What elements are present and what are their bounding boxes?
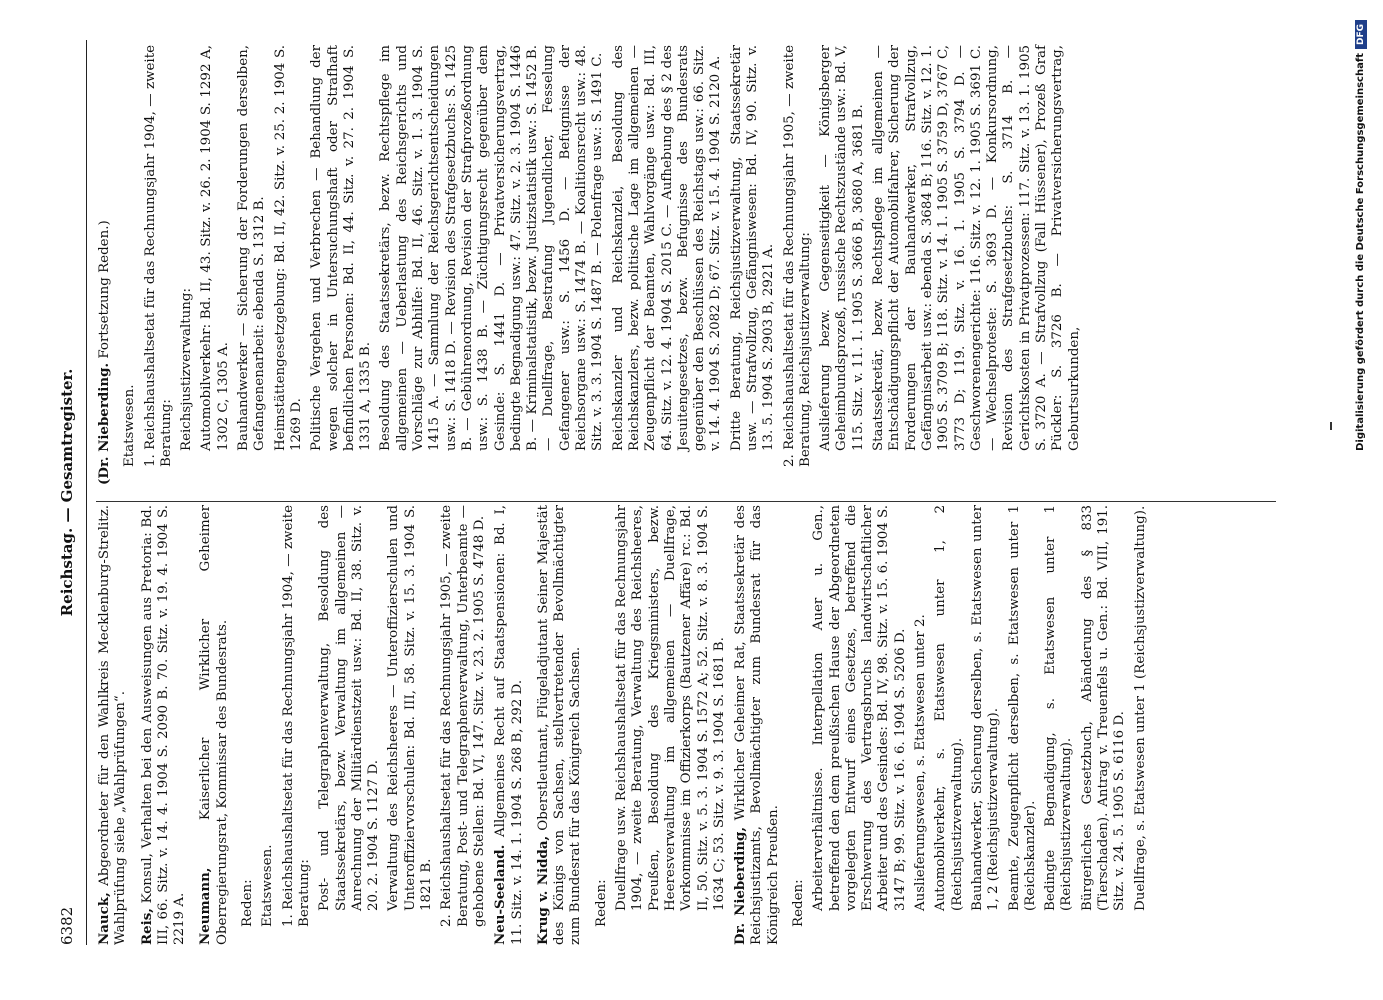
register-entry — [970, 505, 1003, 945]
register-entry — [260, 505, 276, 945]
register-entry — [143, 45, 176, 485]
register-entry — [236, 45, 269, 485]
register-entry — [913, 505, 929, 945]
entry-text: Heimstättengesetzgebung: Bd. II, 42. Sitz. v. 25. 2. 1904 S. 1269 D. — [272, 45, 304, 451]
entry-text: Abgeordneter für den Wahlkreis Mecklenburg-Strelitz. Wahlprüfung siehe „Wahlprüfungen“. — [97, 504, 129, 945]
entry-text: Bauhandwerker — Sicherung der Forderungen derselben, Gefangenenarbeit: ebenda S. 1312 B. — [236, 45, 268, 451]
register-entry — [594, 505, 610, 945]
register-entry — [729, 45, 778, 485]
entry-text: Etatswesen. — [122, 384, 138, 467]
entry-text: 2. Reichshaushaltsetat für das Rechnungsjahr 1905, — zweite Beratung, Reichsjustizverwaltung: — [781, 45, 813, 467]
entry-text: Reden: — [593, 879, 609, 927]
entry-text: Politische Vergehen und Verbrechen — Behandlung der wegen solcher in Untersuchungshaft oder Strafhaft befindlichen Personen: Bd. II, 44. Sitz. v. 27. 2. 1904 S. 1331 A, 1335 B. — [309, 45, 374, 451]
entry-name: Reis, — [138, 908, 155, 945]
running-title: Reichstag. — Gesamtregister. — [58, 368, 76, 617]
register-entry — [439, 505, 488, 945]
entry-name: Neu-Seeland. — [492, 844, 509, 945]
entry-name: Nauck, — [96, 892, 112, 945]
entry-text: Fortsetzung Reden.) — [97, 220, 112, 359]
entry-text: Auslieferungswesen, s. Etatswesen unter 2. — [913, 614, 929, 911]
entry-name: Neumann, — [197, 867, 214, 945]
entry-text: 2. Reichshaushaltsetat für das Rechnungsjahr 1905, — zweite Beratung, Post- und Telegraphenverwaltung, Unterbeamte — gehobene Stellen: Bd. VI, 147. Sitz. v. 23. 2. 1905 S. 4748 D. — [439, 505, 487, 927]
register-entry — [378, 45, 606, 485]
entry-text: Reden: — [790, 879, 806, 927]
entry-text: Arbeiterverhältnisse. Interpellation Auer u. Gen., betreffend den dem preußischen Hause der Abgeordneten vorgelegten Entwurf eines Gesetzes, betreffend die Erschwerung des Vertragsbruchs landwirtschaftlicher Arbeiter und des Gesindes: Bd. IV, 98. Sitz. v. 15. 6. 1904 S. 3147 B; 99. Sitz. v. 16. 6. 1904 S. 5206 D. — [811, 505, 908, 911]
entry-text: Automobilverkehr, s. Etatswesen unter 1, 2 (Reichsjustizverwaltung). — [933, 505, 965, 911]
column-divider — [96, 501, 1276, 502]
header-rule — [86, 40, 87, 945]
entry-name: (Dr. Nieberding. — [96, 362, 112, 485]
entry-text: Bedingte Begnadigung, s. Etatswesen unter 1 (Reichsjustizverwaltung). — [1043, 505, 1075, 911]
entry-text: Staatssekretär, bezw. Rechtspflege im allgemeinen — Entschädigungspflicht der Automobilfahrer, Sicherung der Forderungen der Bauhandwerker, Strafvollzug, Gefängnisarbeit usw.: ebenda S. 3684 B; 116. Sitz. v. 12. 1. 1905 S. 3709 B; 118. Sitz. v. 14. 1. 1905 S. 3759 D, 3767 C, 3773 D; 119. Sitz. v. 16. 1. 1905 S. 3794 D. — Geschworenengerichte: 116. Sitz. v. 12. 1. 1905 S. 3691 C. — Wechselproteste: S. 3693 D. — Konkursordnung, Revision des Strafgesetzbuchs: S. 3714 B. — Gerichtskosten in Privatprozessen: 117. Sitz. v. 13. 1. 1905 S. 3720 A. — Strafvollzug (Fall Hüssener), Prozeß Graf Pückler: S. 3726 B. — Privatversicherungsvertrag, Geburtsurkunden, — [871, 45, 1082, 451]
register-entry — [1043, 505, 1076, 945]
register-entry — [1080, 505, 1129, 945]
entry-text: Besoldung des Staatssekretärs, bezw. Rechtspflege im allgemeinen — Ueberlastung des Reichsgerichts und Vorschläge zur Abhilfe: Bd. II, 46. Sitz. v. 1. 3. 1904 S. 1415 A. — Sammlung der Reichsgerichtsentscheidungen usw.: S. 1418 D. — Revision des Strafgesetzbuchs: S. 1425 B. — Gebührenordnung, Revision der Strafprozeßordnung usw.: S. 1438 B. — Züchtigungsrecht gegenüber dem Gesinde: S. 1441 D. — Privatversicherungsvertrag, bedingte Begnadigung usw.: 47. Sitz. v. 2. 3. 1904 S. 1446 B. — Kriminalstatistik, bezw. Justizstatistik usw.: S. 1452 B. — Duellfrage, Bestrafung Jugendlicher, Fesselung Gefangener usw.: S. 1456 D. — Befugnisse der Reichsorgane usw.: S. 1474 B. — Koalitionsrecht usw.: 48. Sitz. v. 3. 3. 1904 S. 1487 B. — Polenfrage usw.: S. 1491 C. — [378, 45, 606, 451]
register-entry — [317, 505, 382, 945]
entry-text: 1. Reichshaushaltsetat für das Rechnungsjahr 1904, — zweite Beratung: — [280, 505, 312, 927]
register-entry — [535, 505, 585, 945]
digitization-note: Digitalisierung gefördert durch die Deutsche Forschungsgemeinschaft — [1355, 53, 1366, 451]
entry-text: Reichsjustizverwaltung: — [179, 288, 195, 451]
page-header — [58, 40, 82, 945]
entry-text: Auslieferung bezw. Gegenseitigkeit — Königsberger Geheimbundsprozeß, russische Rechtszustände usw.: Bd. V, 115. Sitz. v. 11. 1. 1905 S. 3666 B, 3680 A, 3681 B. — [818, 45, 866, 451]
register-entry — [732, 505, 782, 945]
register-entry — [871, 45, 1083, 485]
entry-text: Duellfrage, s. Etatswesen unter 1 (Reichsjustizverwaltung). — [1132, 505, 1148, 911]
register-entry — [782, 45, 815, 485]
entry-text: Etatswesen. — [260, 844, 276, 927]
entry-text: Allgemeines Recht auf Staatspensionen: Bd. I, 11. Sitz. v. 14. 1. 1904 S. 268 B, 292 D. — [493, 505, 525, 945]
entry-text: Beamte, Zeugenpflicht derselben, s. Etatswesen unter 1 (Reichskanzler). — [1006, 505, 1038, 911]
register-entry — [811, 505, 909, 945]
entry-text: Wirklicher Geheimer Rat, Staatssekretär des Reichsjustizamts, Bevollmächtigter zum Bundesrat für das Königreich Preußen. — [733, 505, 781, 945]
register-entry — [309, 45, 374, 485]
register-entry — [199, 45, 232, 485]
register-entry — [197, 505, 231, 945]
register-entry — [614, 505, 728, 945]
register-entry — [96, 505, 130, 945]
right-column — [96, 45, 1087, 485]
entry-text: Konsul, Verhalten bei den Ausweisungen aus Pretoria: Bd. III, 66. Sitz. v. 14. 4. 1904 S. 2090 B. 70. Sitz. v. 19. 4. 1904 S. 2219 A. — [139, 504, 188, 945]
entry-text: Bauhandwerker, Sicherung derselben, s. Etatswesen unter 1, 2 (Reichsjustizverwaltung). — [969, 505, 1002, 911]
entry-text: Duellfrage usw. Reichshaushaltsetat für das Rechnungsjahr 1904, — zweite Beratung, Verwaltung des Reichsheeres, Preußen, Besoldung des Kriegsministers, bezw. Heeresverwaltung im allgemeinen — Duellfrage, Vorkommnisse im Offizierkorps (Bautzener Affäre) rc.: Bd. II, 50. Sitz. v. 5. 3. 1904 S. 1572 A; 52. Sitz. v. 8. 3. 1904 S. 1634 C; 53. Sitz. v. 9. 3. 1904 S. 1681 B. — [614, 505, 727, 911]
entry-text: 1. Reichshaushaltsetat für das Rechnungsjahr 1904, — zweite Beratung: — [142, 45, 174, 467]
register-entry — [611, 45, 725, 485]
entry-text: Automobilverkehr: Bd. II, 43. Sitz. v. 26. 2. 1904 S. 1292 A, 1302 C, 1305 A. — [199, 45, 231, 451]
register-entry — [386, 505, 435, 945]
left-column — [96, 505, 1153, 945]
register-entry — [179, 45, 195, 485]
page-number: 6382 — [58, 906, 76, 945]
register-entry — [273, 45, 306, 485]
register-entry — [122, 45, 138, 485]
register-entry — [96, 45, 113, 485]
digitization-stamp — [1355, 0, 1367, 1000]
entry-name: Krug v. Nidda, — [534, 835, 551, 945]
entry-text: Dritte Beratung, Reichsjustizverwaltung, Staatssekretär usw. — Strafvollzug, Gefängniswesen: Bd. IV, 90. Sitz. v. 13. 5. 1904 S. 2903 B, 2921 A. — [728, 45, 777, 451]
register-entry — [240, 505, 256, 945]
register-entry — [281, 505, 314, 945]
entry-text: Oberstleutnant, Flügeladjutant Seiner Majestät des Königs von Sachsen, stellvertretender Bevollmächtigter zum Bundesrat für das Königreich Sachsen. — [535, 505, 584, 945]
entry-text: Reichskanzler und Reichskanzlei, Besoldung des Reichskanzlers, bezw. politische Lage im allgemeinen — Zeugenpflicht der Beamten, Wahlvorgänge usw.: Bd. III, 64. Sitz. v. 12. 4. 1904 S. 2015 C. — Aufhebung des § 2 des Jesuitengesetzes, bezw. Befugnisse des Bundesrats gegenüber den Beschlüssen des Reichstags usw.: 66. Sitz. v. 14. 4. 1904 S. 2082 D; 67. Sitz. v. 15. 4. 1904 S. 2120 A. — [610, 45, 724, 451]
margin-mark — [1330, 422, 1332, 430]
register-entry — [492, 505, 526, 945]
register-entry — [818, 45, 867, 485]
entry-text: Verwaltung des Reichsheeres — Unteroffizierschulen und Unteroffiziervorschulen: Bd. III, 58. Sitz. v. 15. 3. 1904 S. 1821 B. — [386, 505, 435, 911]
entry-text: Reden: — [240, 879, 256, 927]
register-entry — [1007, 505, 1040, 945]
register-entry — [1133, 505, 1149, 945]
register-entry — [139, 505, 189, 945]
entry-text: Bürgerliches Gesetzbuch, Abänderung des § 833 (Tierschaden). Antrag v. Treuenfels u. Gen.: Bd. VIII, 191. Sitz. v. 24. 5. 1905 S. 6116 D. — [1079, 505, 1128, 911]
entry-name: Dr. Nieberding, — [732, 826, 749, 945]
register-entry — [791, 505, 807, 945]
dfg-logo: DFG — [1355, 20, 1367, 49]
entry-text: Kaiserlicher Wirklicher Geheimer Oberregierungsrat, Kommissar des Bundesrats. — [198, 505, 230, 945]
entry-text: Post- und Telegraphenverwaltung, Besoldung des Staatssekretärs, bezw. Verwaltung im allgemeinen — Anrechnung der Militärdienstzeit usw.: Bd. II, 38. Sitz. v. 20. 2. 1904 S. 1127 D. — [317, 505, 382, 911]
register-entry — [933, 505, 966, 945]
